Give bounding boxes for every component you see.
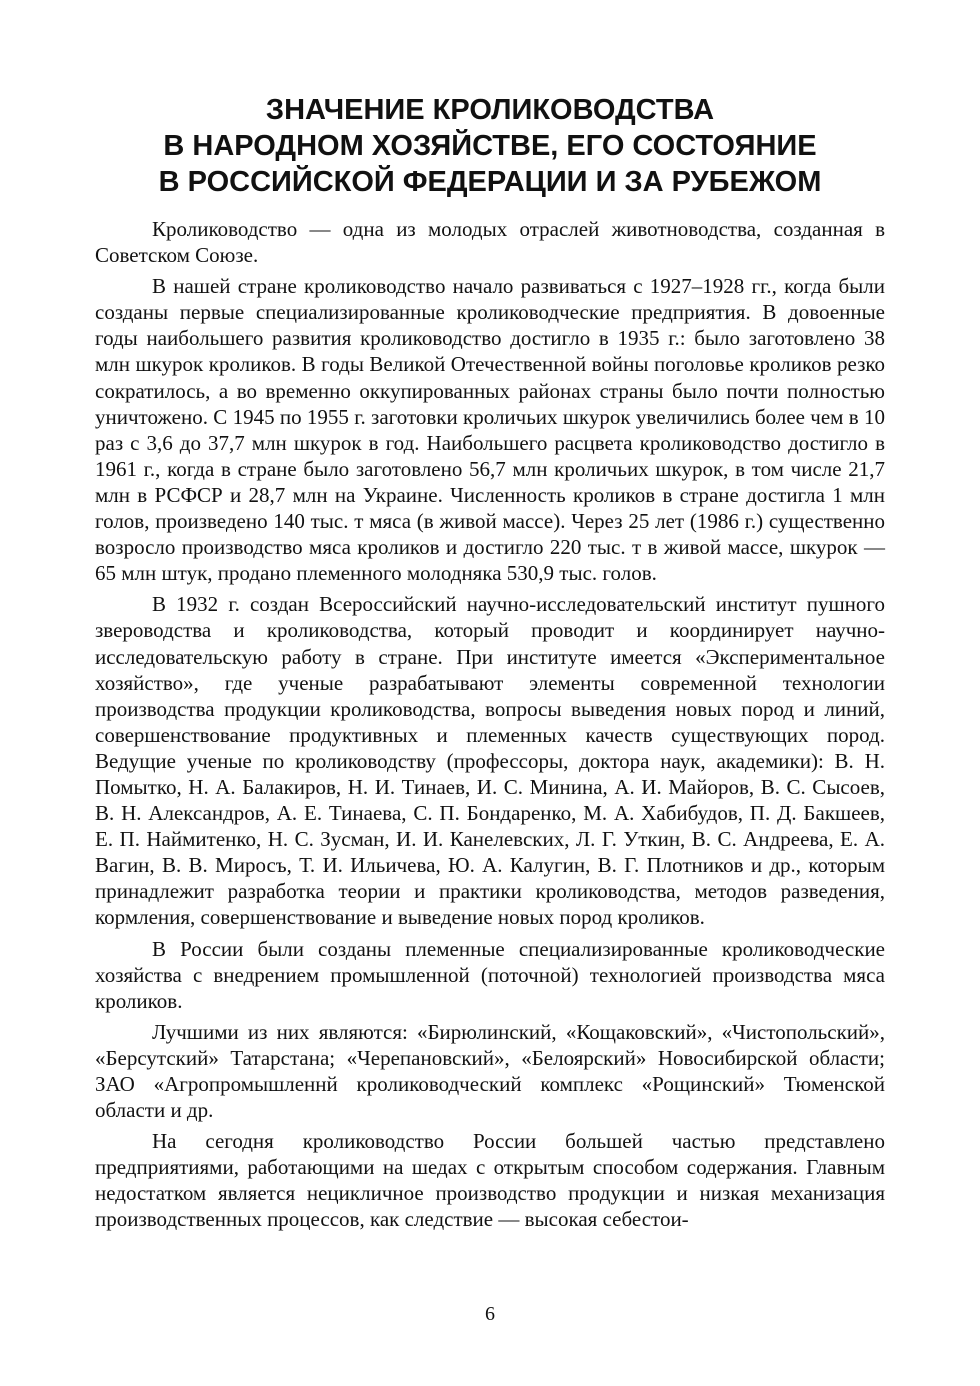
page-number: 6: [485, 1303, 495, 1325]
chapter-title-line-3: В РОССИЙСКОЙ ФЕДЕРАЦИИ И ЗА РУБЕЖОМ: [158, 166, 822, 198]
paragraph-3: В 1932 г. создан Всероссийский научно-исследовательский институт пушного звероводства и кролиководства, который проводит и координирует научно-исследовательскую работу в стране. При институте имеется «Экспериментальное хозяйство», где ученые разрабатывают элементы современной технологии производства продукции кролиководства, вопросы выведения новых пород и линий, совершенствование продуктивных и племенных качеств существующих пород. Ведущие ученые по кролиководству (профессоры, доктора наук, академики): В. Н. Помытко, Н. А. Балакиров, Н. И. Тинаев, И. С. Минина, А. И. Майоров, В. С. Сысоев, В. Н. Александров, А. Е. Тинаева, С. П. Бондаренко, М. А. Хабибудов, П. Д. Бакшеев, Е. П. Наймитенко, Н. С. Зусман, И. И. Канелевских, Л. Г. Уткин, В. С. Андреева, Е. А. Вагин, В. В. Миросъ, Т. И. Ильичева, Ю. А. Калугин, В. Г. Плотников и др., которым принадлежит разработка теории и практики кролиководства, методов разведения, кормления, совершенствование и выведение новых пород кроликов.: [95, 592, 885, 930]
chapter-title: [80, 92, 900, 200]
paragraph-4: В России были созданы племенные специализированные кролиководческие хозяйства с внедрением промышленной (поточной) технологией производства мяса кроликов.: [95, 936, 885, 1013]
body-text: [95, 216, 885, 1238]
paragraph-2: В нашей стране кролиководство начало развиваться с 1927–1928 гг., когда были созданы первые специализированные кролиководческие предприятия. В довоенные годы наибольшего развития кролиководство достигло в 1935 г.: было заготовлено 38 млн шкурок кроликов. В годы Великой Отечественной войны поголовье кроликов резко сократилось, а во временно оккупированных районах страны было почти полностью уничтожено. С 1945 по 1955 г. заготовки кроличьих шкурок увеличились более чем в 10 раз с 3,6 до 37,7 млн шкурок в год. Наибольшего расцвета кролиководство достигло в 1961 г., когда в стране было заготовлено 56,7 млн кроличьих шкурок, в том числе 21,7 млн в РСФСР и 28,7 млн на Украине. Численность кроликов в стране достигла 1 млн голов, произведено 140 тыс. т мяса (в живой массе). Через 25 лет (1986 г.) существенно возросло производство мяса кроликов и достигло 220 тыс. т в живой массе, шкурок — 65 млн штук, продано племенного молодняка 530,9 тыс. голов.: [95, 274, 885, 586]
paragraph-6: На сегодня кролиководство России большей частью представлено предприятиями, работающими на шедах с открытым способом содержания. Главным недостатком является нецикличное производство продукции и низкая механизация производственных процессов, как следствие — высокая себестои-: [95, 1129, 885, 1232]
paragraph-5: Лучшими из них являются: «Бирюлинский, «Кощаковский», «Чистопольский», «Берсутский» Татарстана; «Черепановский», «Белоярский» Новосибирской области; ЗАО «Агропромышленнй кролиководческий комплекс «Рощинский» Тюменской области и др.: [95, 1019, 885, 1123]
paragraph-1: Кролиководство — одна из молодых отраслей животноводства, созданная в Советском Союзе.: [95, 217, 885, 268]
chapter-title-line-1: ЗНАЧЕНИЕ КРОЛИКОВОДСТВА: [265, 94, 715, 126]
chapter-title-line-2: В НАРОДНОМ ХОЗЯЙСТВЕ, ЕГО СОСТОЯНИЕ: [163, 130, 817, 162]
